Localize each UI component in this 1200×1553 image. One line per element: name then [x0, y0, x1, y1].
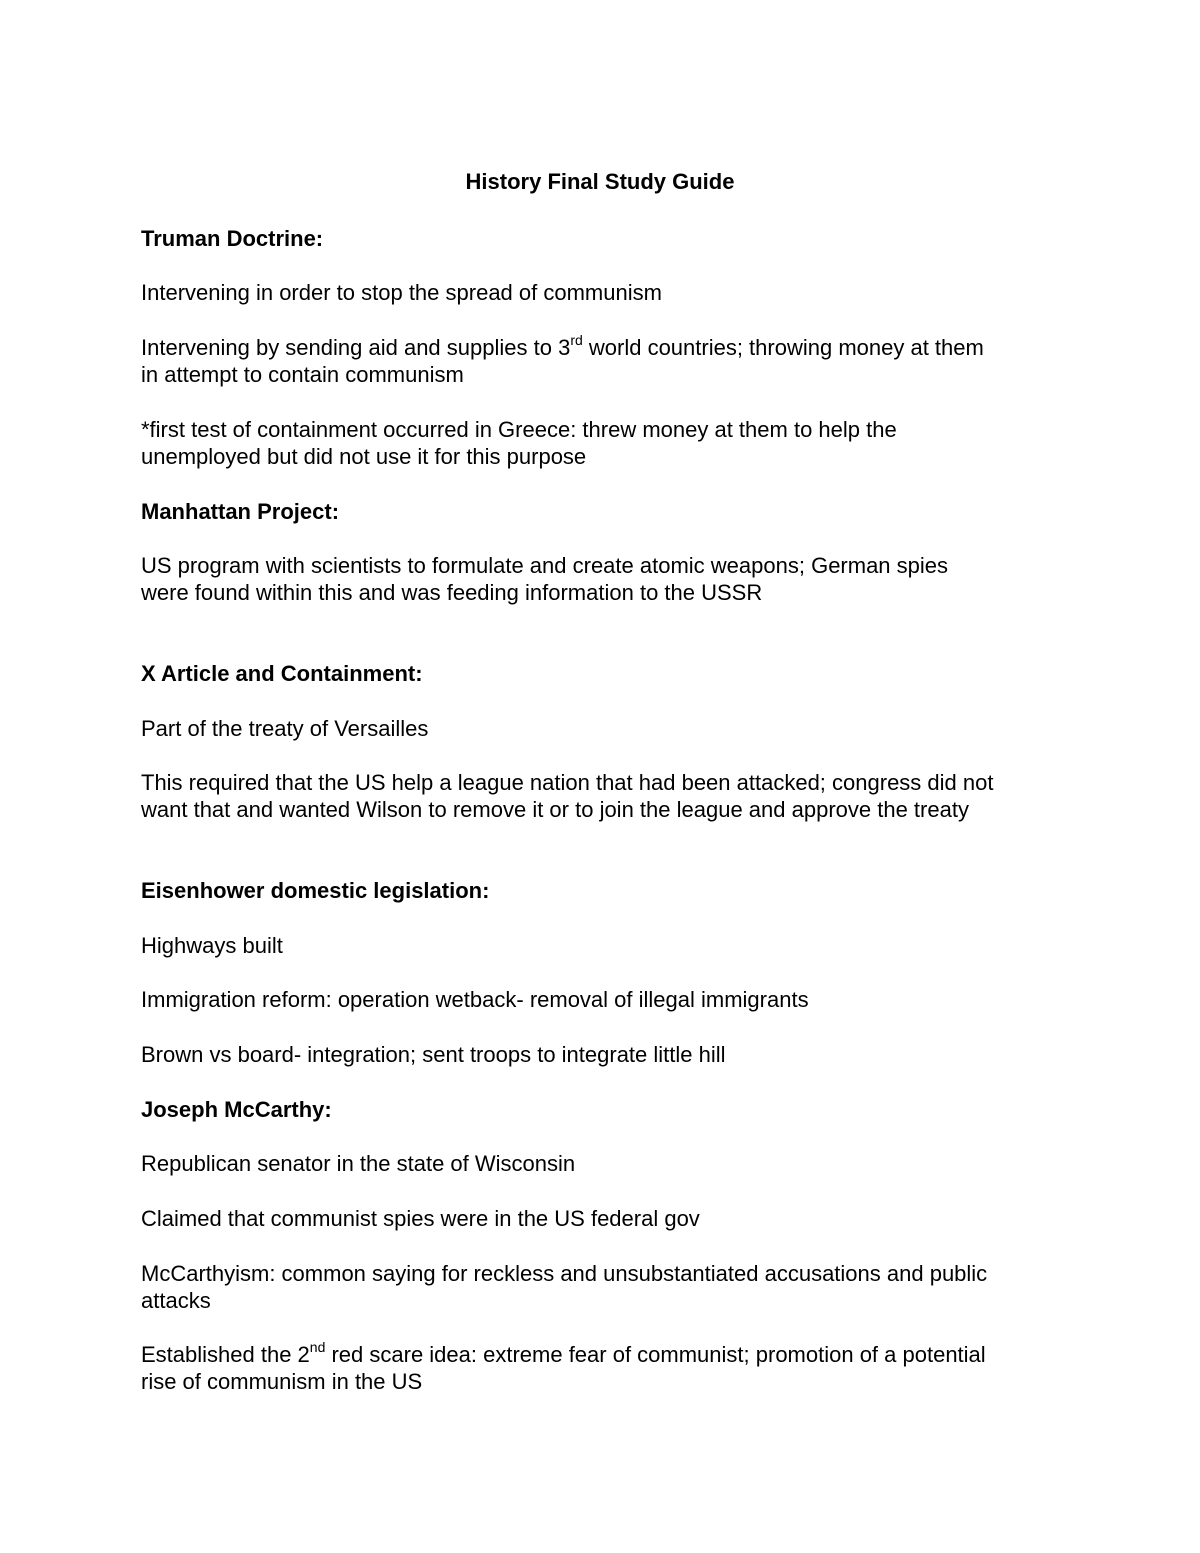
truman-paragraph-1: Intervening in order to stop the spread of communism	[141, 280, 662, 305]
section-heading-truman-doctrine: Truman Doctrine:	[141, 226, 324, 251]
ordinal-suffix: rd	[570, 331, 583, 348]
xarticle-paragraph-2: This required that the US help a league nation that had been attacked; congress did not want that and wanted Wilson to remove it or to join the league and approve the treaty	[141, 770, 994, 822]
eisenhower-paragraph-3: Brown vs board- integration; sent troops to integrate little hill	[141, 1042, 726, 1067]
manhattan-paragraph-1: US program with scientists to formulate and create atomic weapons; German spies were found within this and was feeding information to the USSR	[141, 553, 949, 605]
ordinal-suffix: nd	[309, 1338, 326, 1355]
truman-paragraph-2: Intervening by sending aid and supplies to 3rd world countries; throwing money at them in attempt to contain communism	[141, 331, 984, 387]
document-title: History Final Study Guide	[465, 169, 735, 194]
mccarthy-paragraph-4: Established the 2nd red scare idea: extreme fear of communist; promotion of a potential rise of communism in the US	[141, 1338, 986, 1394]
mccarthy-paragraph-3: McCarthyism: common saying for reckless and unsubstantiated accusations and public attacks	[141, 1261, 988, 1313]
truman-paragraph-3: *first test of containment occurred in Greece: threw money at them to help the unemployed but did not use it for this purpose	[141, 417, 897, 469]
mccarthy-paragraph-1: Republican senator in the state of Wisconsin	[141, 1151, 576, 1176]
mccarthy-paragraph-2: Claimed that communist spies were in the US federal gov	[141, 1206, 700, 1231]
xarticle-paragraph-1: Part of the treaty of Versailles	[141, 716, 429, 741]
eisenhower-paragraph-2: Immigration reform: operation wetback- removal of illegal immigrants	[141, 987, 809, 1012]
section-heading-eisenhower: Eisenhower domestic legislation:	[141, 878, 490, 903]
section-heading-x-article: X Article and Containment:	[141, 661, 423, 686]
eisenhower-paragraph-1: Highways built	[141, 933, 283, 958]
section-heading-mccarthy: Joseph McCarthy:	[141, 1097, 332, 1122]
section-heading-manhattan-project: Manhattan Project:	[141, 499, 340, 524]
